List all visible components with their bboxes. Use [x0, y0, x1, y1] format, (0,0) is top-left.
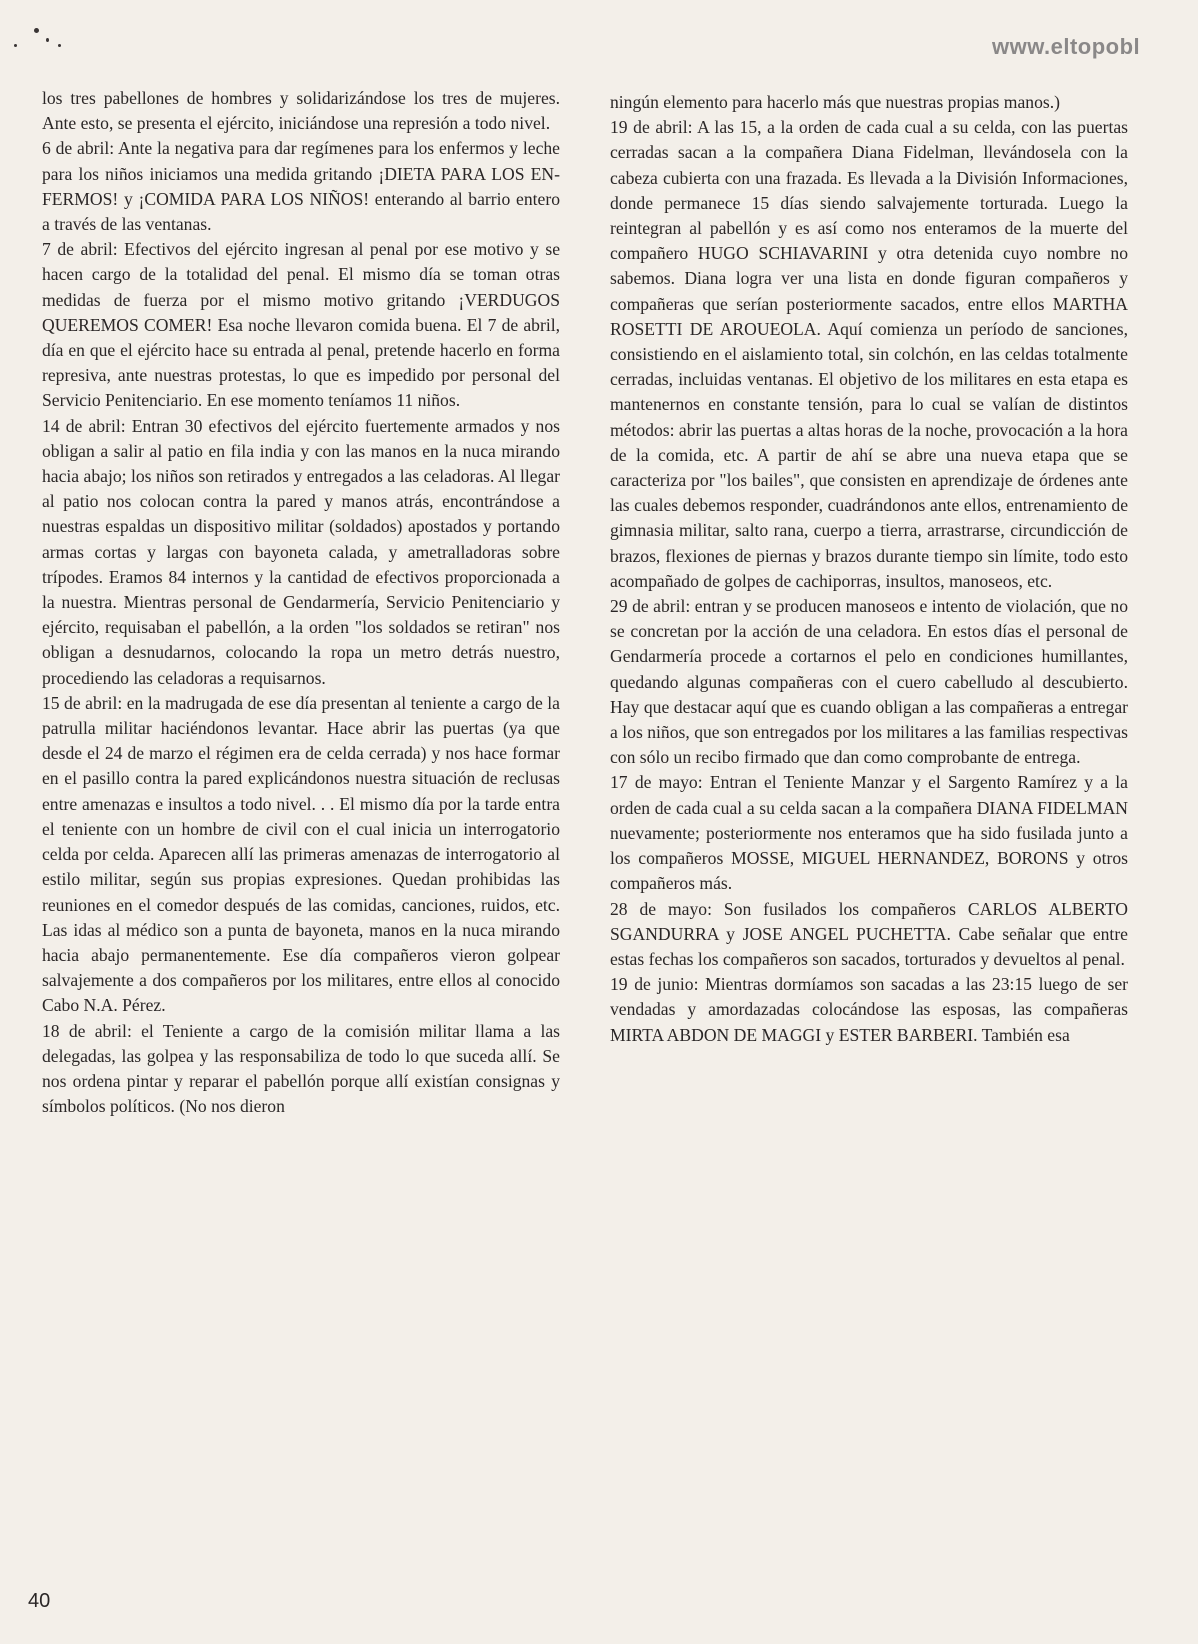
left-text-column [42, 86, 560, 1119]
paragraph: 28 de mayo: Son fusilados los compañeros CARLOS ALBERTO SGANDURRA y JOSE ANGEL PUCHETTA. Cabe señalar que entre estas fechas los compañeros son sacados, torturados y devueltos al penal. [610, 898, 1128, 969]
paragraph: 18 de abril: el Teniente a cargo de la comisión militar llama a las delegadas, las golpea y las responsabiliza de todo lo que suceda allí. Se nos ordena pintar y reparar el pabellón porque allí existían consignas y símbolos políticos. (No nos dieron [42, 1020, 560, 1117]
scan-speck [46, 38, 49, 42]
paragraph: 17 de mayo: Entran el Teniente Manzar y el Sargento Ramírez y a la orden de cada cual a su celda sacan a la compañera DIANA FIDELMAN nuevamente; posteriormente nos enteramos que ha sido fusilada junto a los compañeros MOSSE, MIGUEL HERNANDEZ, BORONS y otros compañeros más. [610, 772, 1128, 894]
watermark-url: www.eltopobl [992, 34, 1141, 59]
scan-speck [34, 28, 39, 33]
scan-speck [14, 44, 17, 47]
right-text-column [610, 90, 1128, 1048]
paragraph: 29 de abril: entran y se producen manoseos e intento de violación, que no se concretan por la acción de una celadora. En estos días el personal de Gendarmería procede a cortarnos el pelo en condiciones humillantes, quedando algunas compañeras con el cuero cabelludo al descubierto. Hay que destacar aquí que es cuando obligan a las compañeras a entregar a los niños, que son entregados por los militares a las familias respectivas con sólo un recibo firmado que dan como comprobante de entrega. [610, 596, 1128, 768]
paragraph: 19 de junio: Mientras dormíamos son sacadas a las 23:15 luego de ser vendadas y amordazadas colocándose las esposas, las compañeras MIRTA ABDON DE MAGGI y ESTER BARBERI. También esa [610, 974, 1128, 1045]
scan-speck [58, 44, 61, 47]
page-number: 40 [28, 1590, 51, 1612]
paragraph: ningún elemento para hacerlo más que nuestras propias manos.) [610, 92, 1060, 112]
paragraph: los tres pabellones de hombres y solidarizándose los tres de mujeres. Ante esto, se presenta el ejército, iniciándose una represión a todo nivel. [42, 88, 560, 134]
paragraph: 7 de abril: Efectivos del ejército ingresan al penal por ese motivo y se hacen cargo de la totalidad del penal. El mismo día se toman otras medidas de fuerza por el mismo motivo gritando ¡VERDUGOS QUEREMOS COMER! Esa noche llevaron comida buena. El 7 de abril, día en que el ejército hace su entrada al penal, pretende hacerlo en forma represiva, ante nuestras protestas, lo que es impedido por personal del Servicio Penitenciario. En ese momento teníamos 11 niños. [42, 239, 560, 411]
paragraph: 19 de abril: A las 15, a la orden de cada cual a su celda, con las puertas cerradas sacan a la compañera Diana Fidelman, llevándosela con la cabeza cubierta con una frazada. Es llevada a la División Informaciones, donde permanece 15 días siendo salvajemente torturada. Luego la reintegran al pabellón y es así como nos enteramos de la muerte del compañero HUGO SCHIAVARINI y otra detenida cuyo nombre no sabemos. Diana logra ver una lista en donde figuran compañeros y compañeras que serían posteriormente sacados, entre ellos MARTHA ROSETTI DE AROUEOLA. Aquí comienza un período de sanciones, consistiendo en el aislamiento total, sin colchón, en las celdas totalmente cerradas, incluidas ventanas. El objetivo de los militares en esta etapa es mantenernos en constante tensión, para lo cual se valían de distintos métodos: abrir las puertas a altas horas de la noche, provocación a la hora de la comida, etc. A partir de ahí se abre una nueva etapa que se caracteriza por "los bailes", que consisten en aprendizaje de órdenes ante las cuales debemos responder, cuadrándonos ante ellos, entrenamiento de gimnasia militar, salto rana, cuerpo a tierra, arrastrarse, circundicción de brazos, flexiones de piernas y brazos durante tiempo sin límite, todo esto acompañado de golpes de cachiporras, insultos, manoseos, etc. [610, 117, 1128, 591]
paragraph: 14 de abril: Entran 30 efectivos del ejército fuertemente armados y nos obligan a salir al patio en fila india y con las manos en la nuca mirando hacia abajo; los niños son retirados y entregados a las celadoras. Al llegar al patio nos colocan contra la pared y manos atrás, encontrándose a nuestras espaldas un dispositivo militar (soldados) apostados y portando armas cortas y largas con bayoneta calada, y ametralladoras sobre trípodes. Eramos 84 internos y la cantidad de efectivos proporcionada a la nuestra. Mientras personal de Gendarmería, Servicio Penitenciario y ejército, requisaban el pabellón, a la orden "los soldados se retiran" nos obligan a desnudarnos, colocando la ropa un metro detrás nuestro, procediendo las celadoras a requisarnos. [42, 415, 560, 688]
paragraph: 15 de abril: en la madrugada de ese día presentan al teniente a cargo de la patrulla militar haciéndonos levantar. Hace abrir las puertas (ya que desde el 24 de marzo el régimen era de celda cerrada) y nos hace formar en el pasillo contra la pared explicándonos nuestra situación de reclusas entre amenazas e insultos a todo nivel. . . El mismo día por la tarde entra el teniente con un hombre de civil con el cual inicia un interrogatorio celda por celda. Aparecen allí las primeras amenazas de interrogatorio al estilo militar, según sus propias expresiones. Quedan prohibidas las reuniones en el comedor después de las comidas, canciones, ruidos, etc. Las idas al médico son a punta de bayoneta, manos en la nuca mirando hacia abajo permanentemente. Ese día compañeros vieron golpear salvajemente a dos compañeros por los militares, entre ellos al conocido Cabo N.A. Pérez. [42, 692, 560, 1016]
paragraph: 6 de abril: Ante la negativa para dar regímenes para los enfermos y leche para los niños iniciamos una medida gritando ¡DIETA PARA LOS EN-FERMOS! y ¡COMIDA PARA LOS NIÑOS! enterando al barrio entero a través de las ventanas. [42, 138, 560, 235]
